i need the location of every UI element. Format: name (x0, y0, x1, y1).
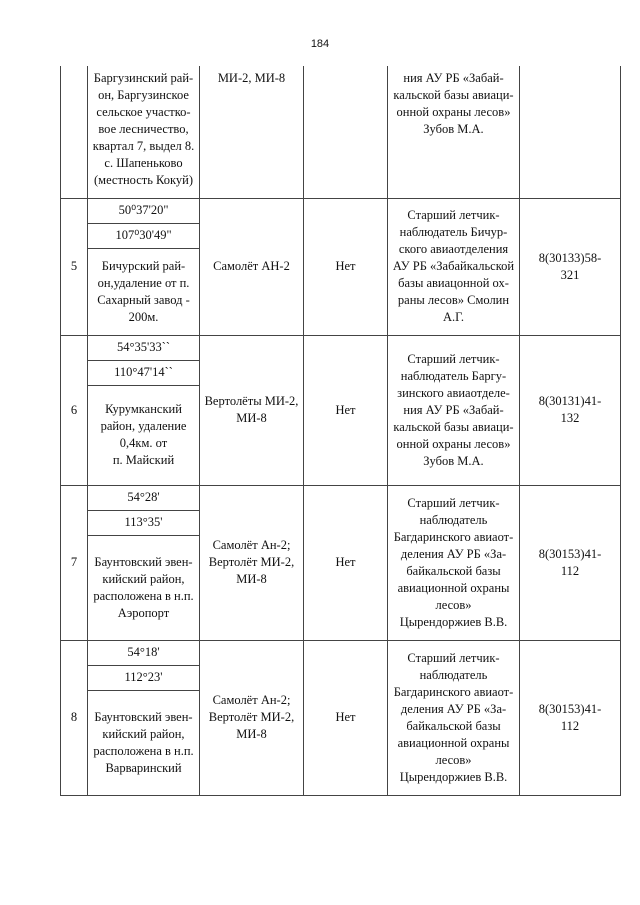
cell-num: 8 (61, 640, 88, 795)
cell-aircraft: Самолёт Ан-2; Вертолёт МИ-2, МИ-8 (200, 640, 304, 795)
cell-num (61, 66, 88, 198)
table-row (61, 485, 621, 510)
cell-phone: 8(30131)41- 132 (520, 335, 621, 485)
cell-availability: Нет (304, 198, 388, 335)
cell-availability: Нет (304, 640, 388, 795)
cell-phone: 8(30153)41- 112 (520, 640, 621, 795)
cell-aircraft: Самолёт Ан-2; Вертолёт МИ-2, МИ-8 (200, 485, 304, 640)
page-number: 184 (310, 38, 330, 50)
cell-latitude: 54°18' (88, 640, 200, 665)
cell-aircraft: Вертолёты МИ-2, МИ-8 (200, 335, 304, 485)
cell-num: 6 (61, 335, 88, 485)
cell-location: Баргузинский рай- он, Баргузинское сельское участко- вое лесничество, квартал 7, выдел 8. с. Шапеньково (местность Кокуй) (88, 66, 200, 198)
table-row (61, 640, 621, 665)
cell-phone: 8(30133)58- 321 (520, 198, 621, 335)
cell-longitude: 112°23' (88, 665, 200, 690)
cell-phone: 8(30153)41- 112 (520, 485, 621, 640)
cell-longitude: 107⁰30'49" (88, 223, 200, 248)
cell-location: Баунтовский эвен- кийский район, расположена в н.п. Аэропорт (88, 535, 200, 640)
cell-num: 7 (61, 485, 88, 640)
cell-contact: Старший летчик- наблюдатель Багдаринского авиаот- деления АУ РБ «За- байкальской базы авиационной охраны лесов» Цырендоржиев В.В. (388, 485, 520, 640)
table-row (61, 335, 621, 360)
cell-longitude: 113°35' (88, 510, 200, 535)
airfield-table (60, 66, 621, 796)
cell-latitude: 50⁰37'20" (88, 198, 200, 223)
cell-availability: Нет (304, 335, 388, 485)
cell-latitude: 54°35'33`` (88, 335, 200, 360)
cell-aircraft: Самолёт АН-2 (200, 198, 304, 335)
cell-contact: Старший летчик- наблюдатель Баргу- зинского авиаотделе- ния АУ РБ «Забай- кальской базы авиаци- онной охраны лесов» Зубов М.А. (388, 335, 520, 485)
cell-contact: ния АУ РБ «Забай- кальской базы авиаци- онной охраны лесов» Зубов М.А. (388, 66, 520, 198)
cell-location: Бичурский рай- он,удаление от п. Сахарный завод - 200м. (88, 248, 200, 335)
cell-location: Курумканский район, удаление 0,4км. от п. Майский (88, 385, 200, 485)
cell-latitude: 54°28' (88, 485, 200, 510)
cell-availability: Нет (304, 485, 388, 640)
table-row (61, 198, 621, 223)
cell-contact: Старший летчик- наблюдатель Багдаринского авиаот- деления АУ РБ «За- байкальской базы авиационной охраны лесов» Цырендоржиев В.В. (388, 640, 520, 795)
continuation-row (61, 66, 621, 198)
cell-phone (520, 66, 621, 198)
cell-availability (304, 66, 388, 198)
cell-contact: Старший летчик- наблюдатель Бичур- ского авиаотделения АУ РБ «Забайкальской базы авиацонной ох- раны лесов» Смолин А.Г. (388, 198, 520, 335)
cell-location: Баунтовский эвен- кийский район, расположена в н.п. Варваринский (88, 690, 200, 795)
cell-longitude: 110°47'14`` (88, 360, 200, 385)
cell-num: 5 (61, 198, 88, 335)
cell-aircraft: МИ-2, МИ-8 (200, 66, 304, 198)
